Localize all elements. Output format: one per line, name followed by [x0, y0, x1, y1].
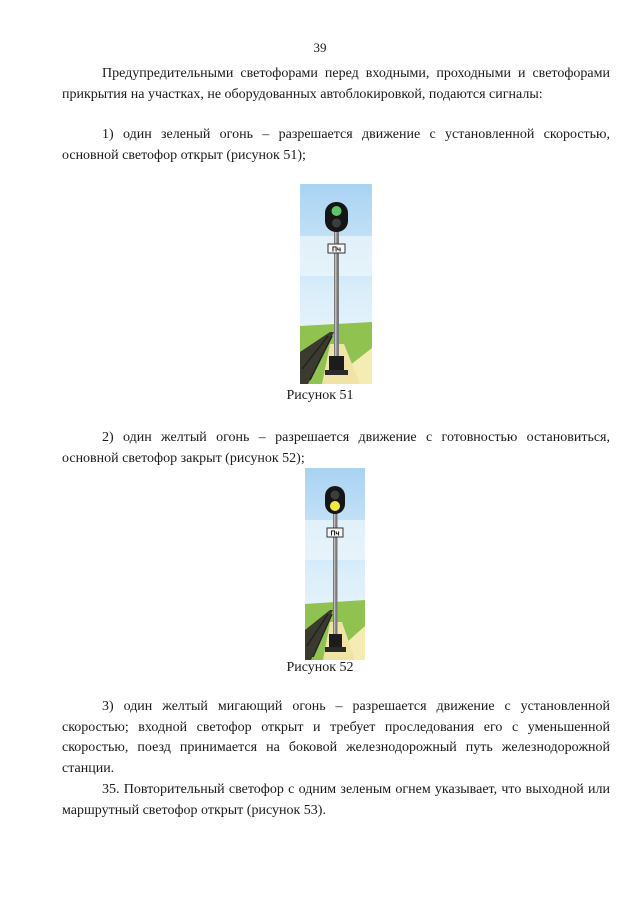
figure-51-caption: Рисунок 51	[286, 388, 354, 403]
figure-52-caption: Рисунок 52	[286, 660, 354, 675]
figure-52	[305, 468, 365, 660]
green-light	[332, 206, 342, 216]
signal-plate-label: Пч	[330, 530, 340, 538]
paragraph-item-3: 3) один желтый мигающий огонь – разрешается движение с установленной скоростью; входной светофор открыт и требует проследования его с уменьшенной скоростью, поезд принимается на боковой железнодорожный путь железнодорожной станции.	[62, 699, 610, 776]
paragraph-item-2: 2) один желтый огонь – разрешается движение с готовностью остановиться, основной светофор закрыт (рисунок 52);	[62, 430, 610, 466]
signal-plate-label: Пч	[331, 246, 342, 254]
paragraph-item-35: 35. Повторительный светофор с одним зеленым огнем указывает, что выходной или маршрутный светофор открыт (рисунок 53).	[62, 782, 610, 818]
unlit-light	[332, 219, 341, 228]
paragraph-item-1: 1) один зеленый огонь – разрешается движение с установленной скоростью, основной светофор открыт (рисунок 51);	[62, 127, 610, 163]
unlit-light	[331, 491, 340, 500]
yellow-light	[330, 501, 340, 511]
paragraph-intro: Предупредительными светофорами перед входными, проходными и светофорами прикрытия на участках, не оборудованных автоблокировкой, подаются сигналы:	[62, 66, 610, 102]
page-number: 39	[313, 40, 327, 55]
signal-illustration-yellow	[305, 468, 365, 660]
figure-51	[300, 184, 372, 384]
signal-illustration-green	[300, 184, 372, 384]
